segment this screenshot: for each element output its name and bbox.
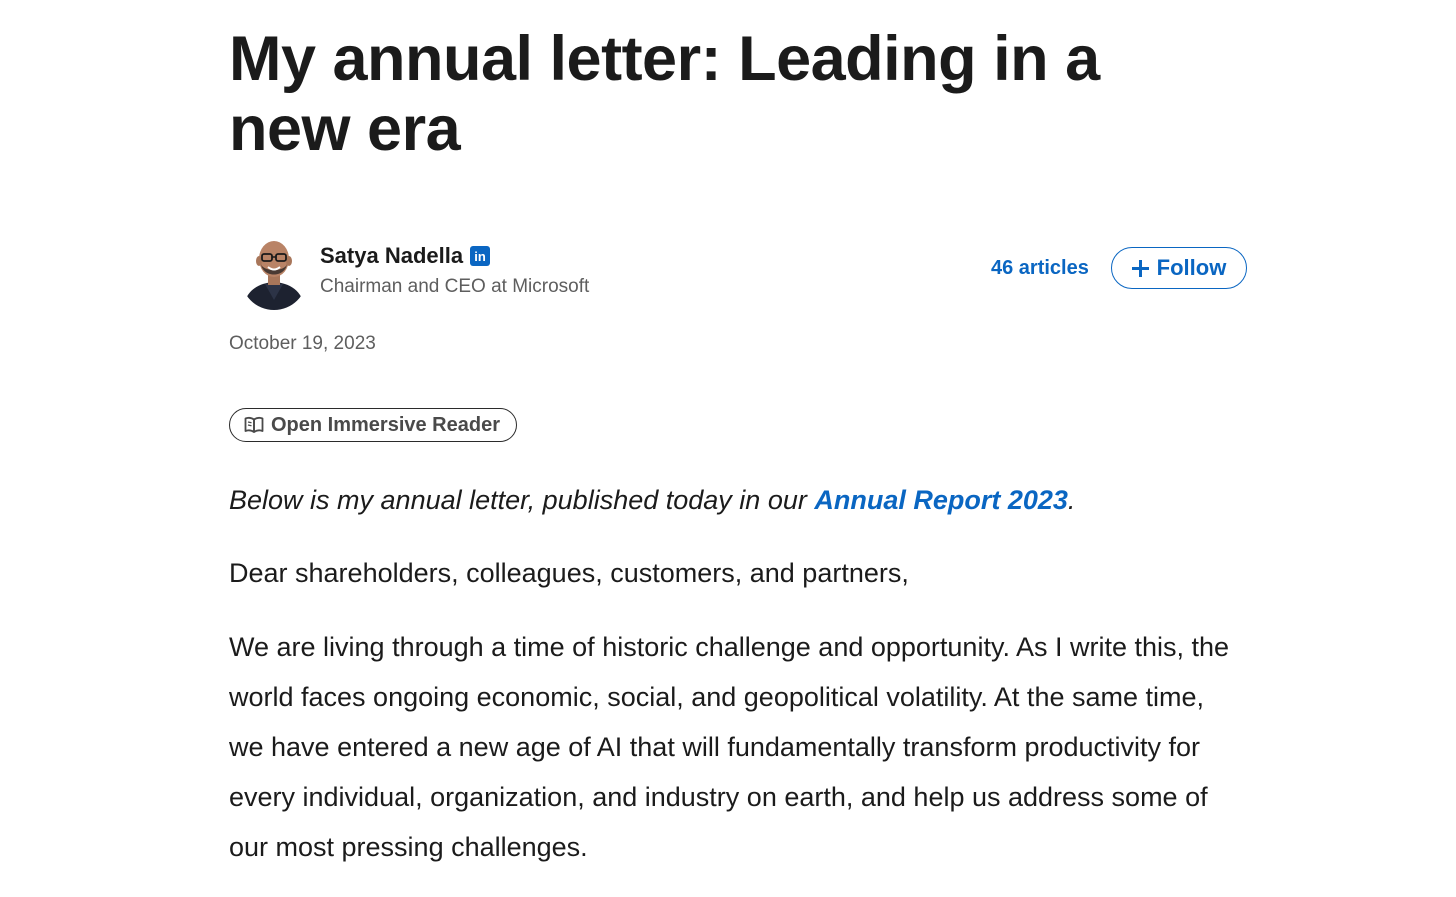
intro-text: Below is my annual letter, published today in our [229,485,815,515]
publish-date: October 19, 2023 [229,333,376,354]
immersive-reader-label: Open Immersive Reader [271,413,500,436]
plus-icon [1132,260,1149,277]
articles-count-link[interactable]: 46 articles [991,257,1089,279]
follow-button-label: Follow [1156,255,1227,280]
author-name[interactable]: Satya Nadella [320,243,464,268]
article-title: My annual letter: Leading in a new era [229,24,1100,164]
salutation: Dear shareholders, colleagues, customers, and partners, [229,558,909,588]
immersive-reader-button[interactable] [229,408,517,442]
author-name-line [320,243,490,269]
intro-line [229,485,1075,516]
annual-report-link[interactable]: Annual Report 2023 [814,485,1068,515]
intro-period: . [1067,485,1076,515]
author-headline: Chairman and CEO at Microsoft [320,276,590,297]
avatar-photo [241,234,307,310]
linkedin-icon: in [470,246,490,266]
body-paragraph: We are living through a time of historic challenge and opportunity. As I write this, the world faces ongoing economic, social, and geopolitical volatility. At the same time, we have entered a new age of AI that will fundamentally transform productivity for every individual, organization, and industry on earth, and help us address some of our most pressing challenges. [229,632,1230,862]
avatar[interactable] [241,234,307,310]
book-open-icon [244,416,264,434]
follow-button[interactable] [1111,247,1247,289]
author-row [229,234,1251,314]
